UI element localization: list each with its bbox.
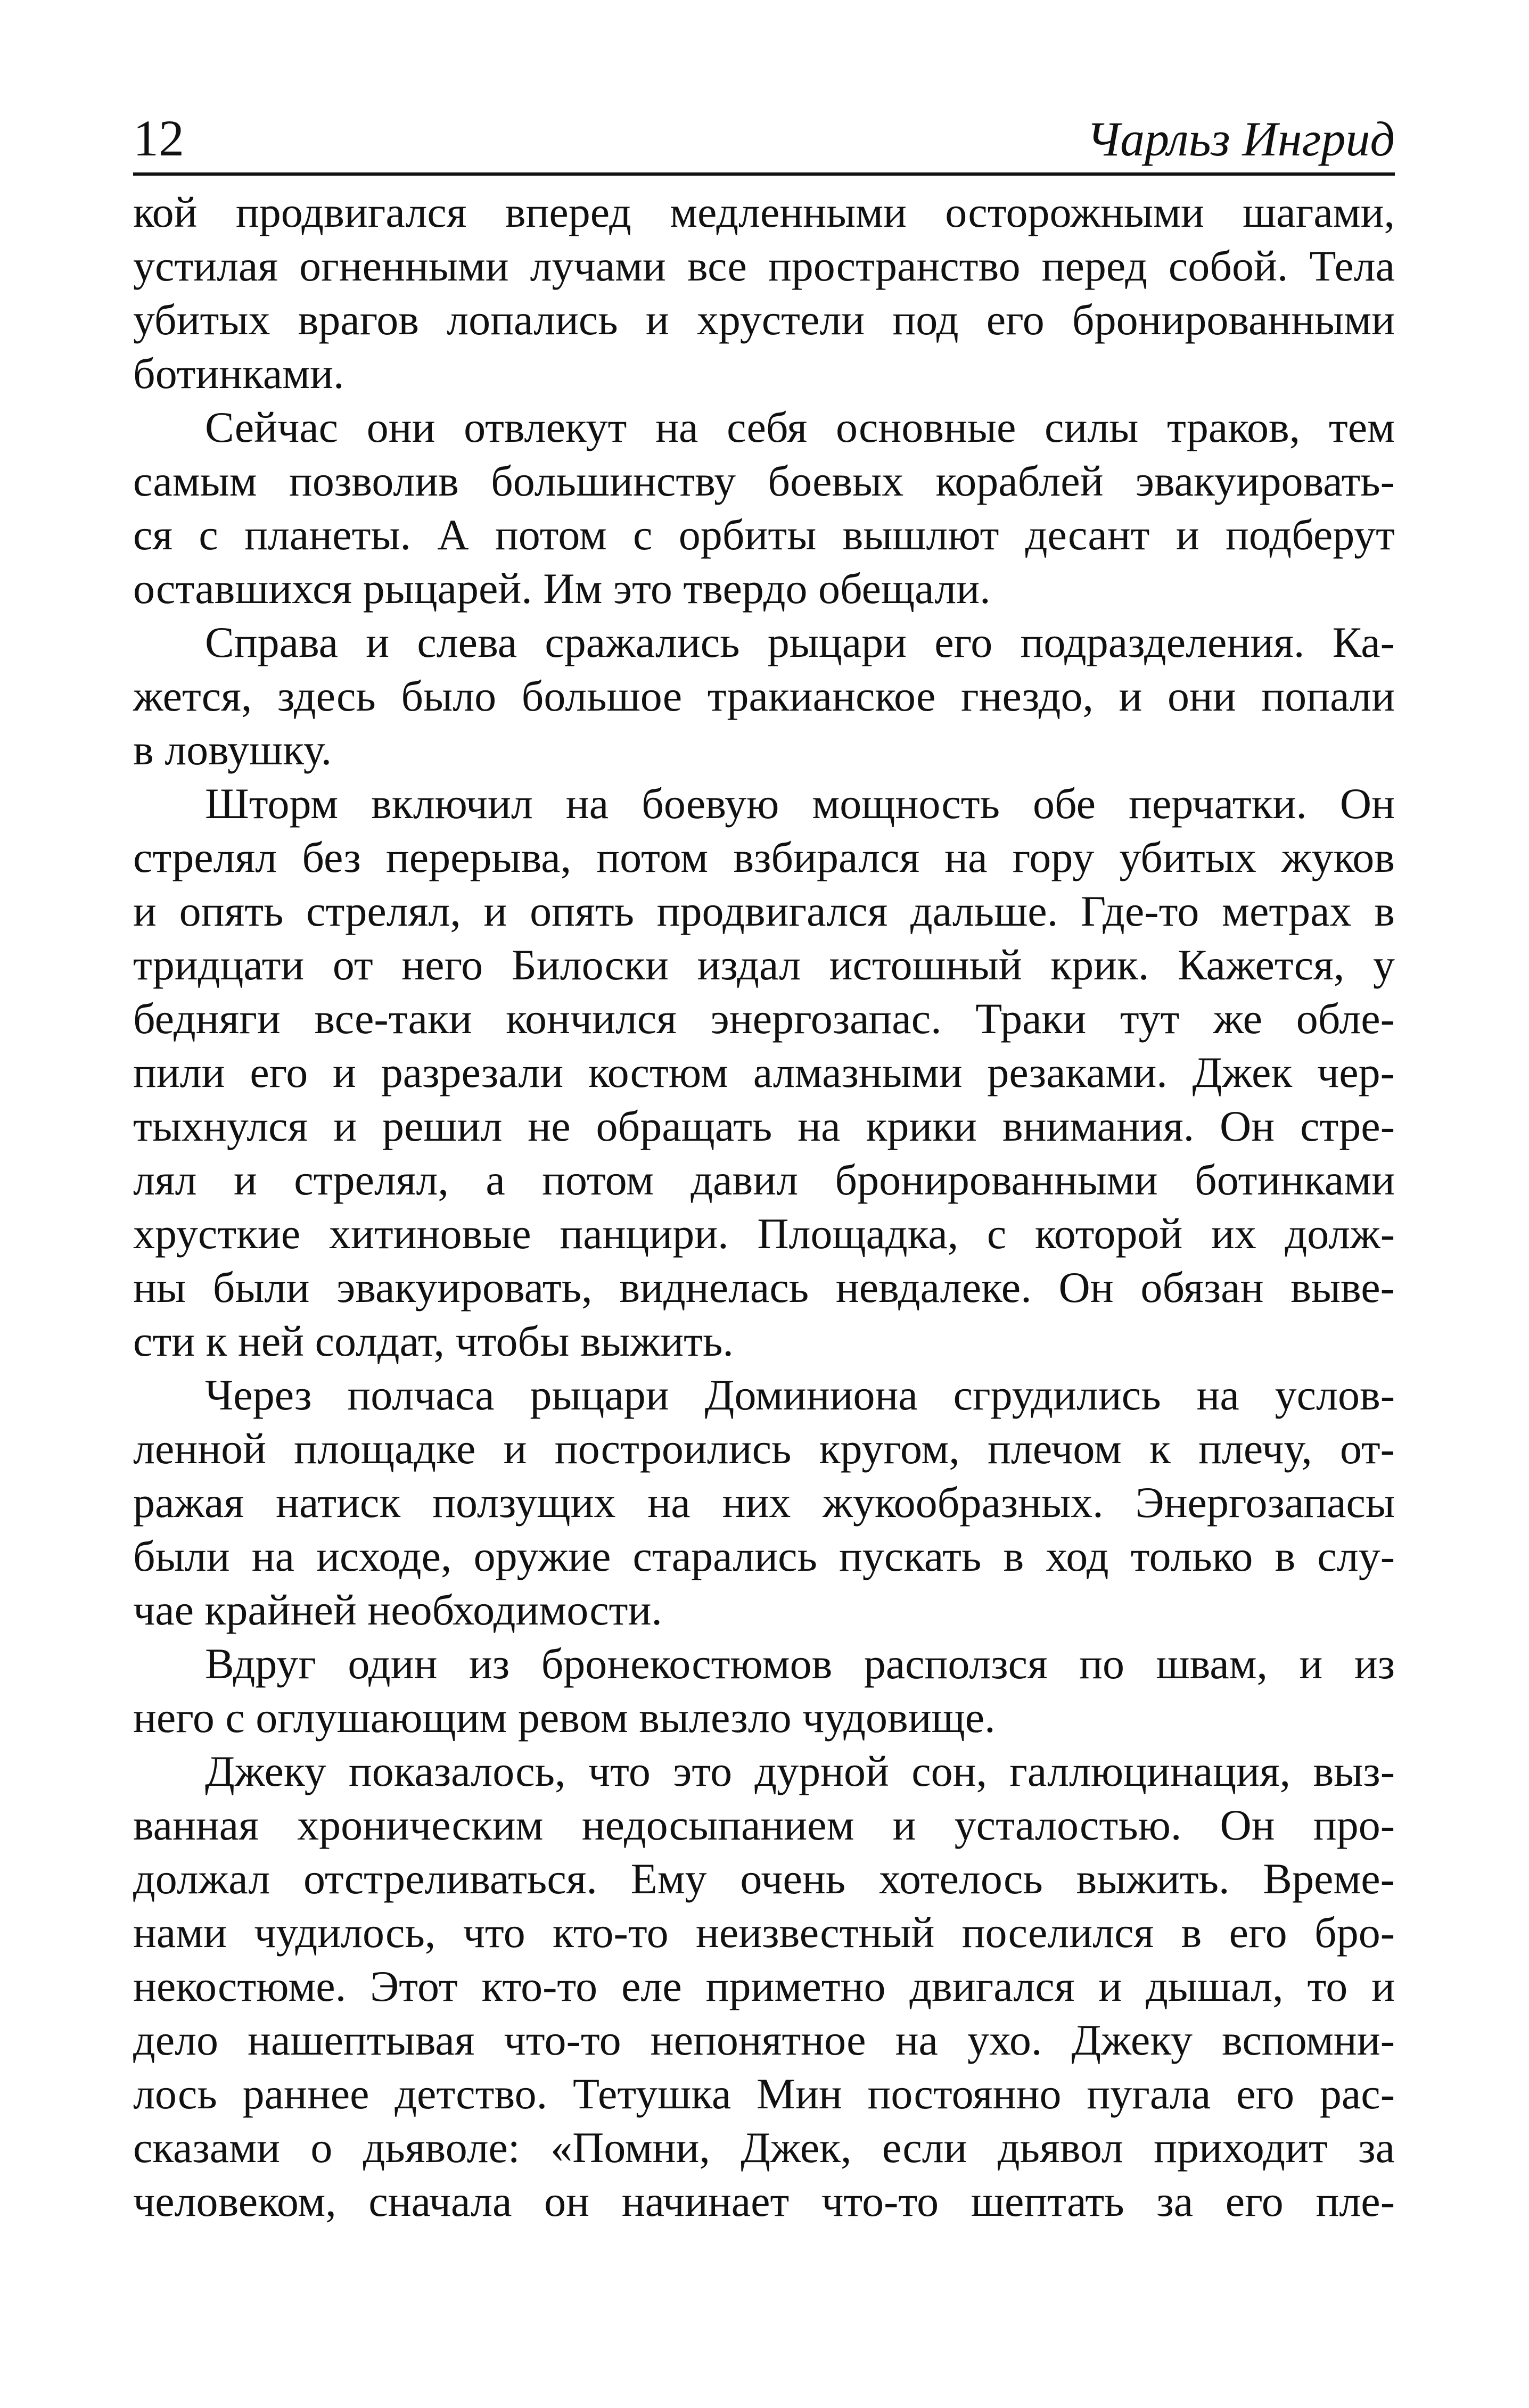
text-line: сказами о дьяволе: «Помни, Джек, если дьявол приходит за <box>133 2123 1395 2172</box>
text-line: были на исходе, оружие старались пускать в ход только в слу- <box>133 1532 1395 1580</box>
text-line: некостюме. Этот кто-то еле приметно двигался и дышал, то и <box>133 1962 1395 2010</box>
paragraph <box>133 400 1395 615</box>
text-line: тыхнулся и решил не обращать на крики внимания. Он стре- <box>133 1102 1395 1150</box>
text-line: ся с планеты. А потом с орбиты вышлют десант и подберут <box>133 510 1395 559</box>
text-line: жется, здесь было большое тракианское гнездо, и они попали <box>133 672 1395 720</box>
paragraph <box>133 1637 1395 1744</box>
text-line: Через полчаса рыцари Доминиона сгрудились на услов- <box>205 1371 1395 1419</box>
text-line: должал отстреливаться. Ему очень хотелось выжить. Време- <box>133 1854 1395 1903</box>
text-line: лось раннее детство. Тетушка Мин постоянно пугала его рас- <box>133 2069 1395 2118</box>
page-number: 12 <box>133 110 184 167</box>
text-line: ны были эвакуировать, виднелась невдалеке. Он обязан выве- <box>133 1263 1395 1312</box>
text-line: устилая огненными лучами все пространство перед собой. Тела <box>133 242 1395 290</box>
paragraph <box>133 777 1395 1368</box>
text-line: сти к ней солдат, чтобы выжить. <box>133 1317 734 1365</box>
paragraph <box>133 615 1395 777</box>
book-page <box>133 112 1395 2228</box>
text-line: убитых врагов лопались и хрустели под его бронированными <box>133 295 1395 344</box>
body-text <box>133 185 1395 2228</box>
text-line: Справа и слева сражались рыцари его подразделения. Ка- <box>205 618 1395 666</box>
text-line: пили его и разрезали костюм алмазными резаками. Джек чер- <box>133 1048 1395 1096</box>
text-line: Вдруг один из бронекостюмов расползся по швам, и из <box>205 1639 1395 1688</box>
text-line: дело нашептывая что-то непонятное на ухо. Джеку вспомни- <box>133 2016 1395 2064</box>
text-line: хрусткие хитиновые панцири. Площадка, с которой их долж- <box>133 1209 1395 1258</box>
running-head-author: Чарльз Ингрид <box>1086 112 1395 166</box>
text-line: кой продвигался вперед медленными осторожными шагами, <box>133 188 1395 236</box>
text-line: Сейчас они отвлекут на себя основные силы траков, тем <box>205 403 1395 451</box>
text-line: оставшихся рыцарей. Им это твердо обещали. <box>133 564 991 613</box>
text-line: и опять стрелял, и опять продвигался дальше. Где-то метрах в <box>133 887 1395 935</box>
text-line: ражая натиск ползущих на них жукообразных. Энергозапасы <box>133 1478 1395 1527</box>
text-line: Шторм включил на боевую мощность обе перчатки. Он <box>205 779 1395 828</box>
text-line: Джеку показалось, что это дурной сон, галлюцинация, выз- <box>205 1747 1395 1795</box>
text-line: нами чудилось, что кто-то неизвестный поселился в его бро- <box>133 1908 1395 1957</box>
paragraph <box>133 1368 1395 1637</box>
text-line: ленной площадке и построились кругом, плечом к плечу, от- <box>133 1424 1395 1473</box>
text-line: человеком, сначала он начинает что-то шептать за его пле- <box>133 2177 1395 2225</box>
text-line: ботинками. <box>133 349 344 398</box>
text-line: в ловушку. <box>133 725 332 774</box>
paragraph <box>133 1744 1395 2228</box>
text-line: стрелял без перерыва, потом взбирался на гору убитых жуков <box>133 833 1395 881</box>
text-line: самым позволив большинству боевых кораблей эвакуировать- <box>133 457 1395 505</box>
running-head <box>133 112 1395 176</box>
paragraph <box>133 185 1395 400</box>
text-line: лял и стрелял, а потом давил бронированными ботинками <box>133 1156 1395 1204</box>
text-line: чае крайней необходимости. <box>133 1586 662 1634</box>
text-line: тридцати от него Билоски издал истошный крик. Кажется, у <box>133 941 1395 989</box>
text-line: бедняги все-таки кончился энергозапас. Траки тут же обле- <box>133 994 1395 1043</box>
text-line: ванная хроническим недосыпанием и усталостью. Он про- <box>133 1801 1395 1849</box>
text-line: него с оглушающим ревом вылезло чудовище. <box>133 1693 996 1742</box>
